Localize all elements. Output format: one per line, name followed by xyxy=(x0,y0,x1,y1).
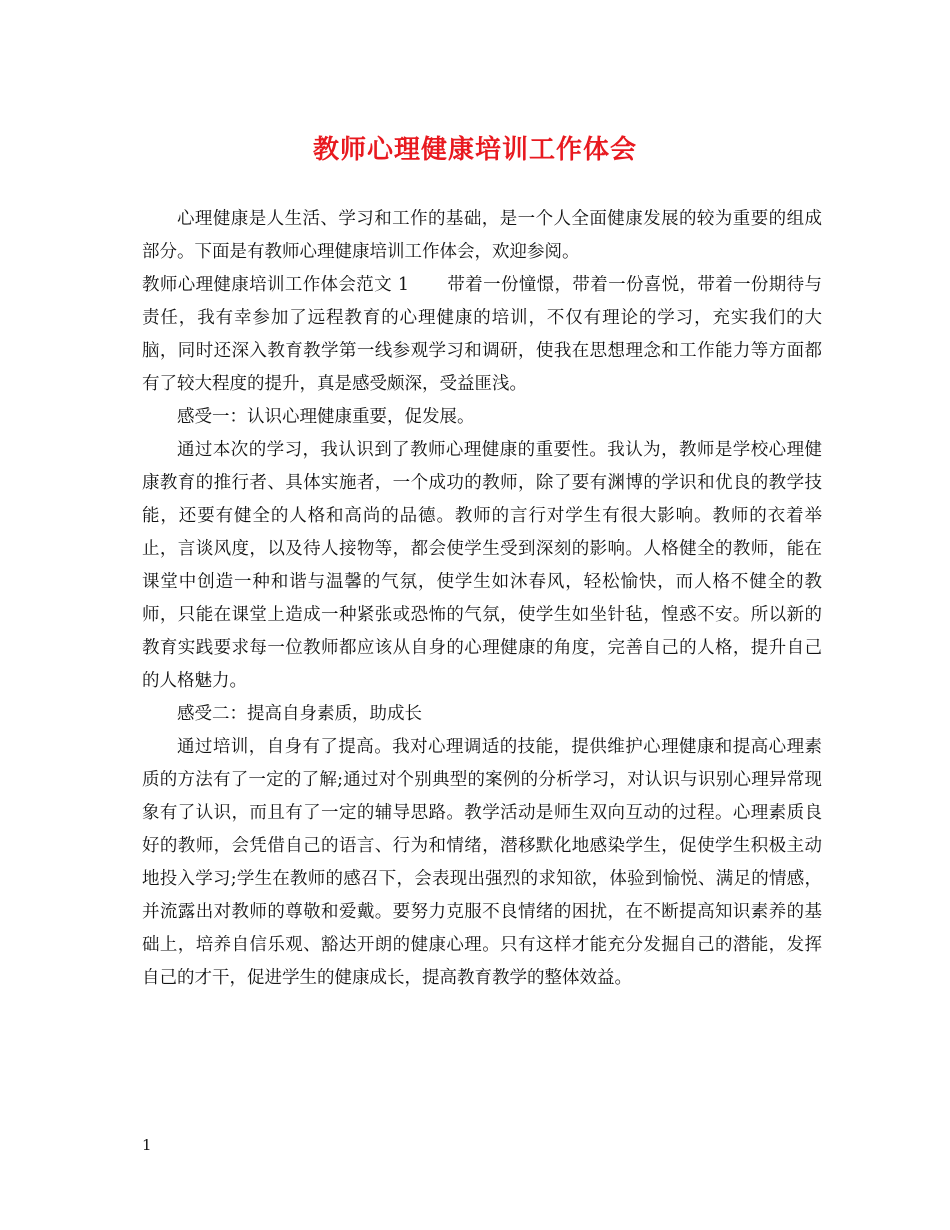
example-1-text: 带着一份憧憬，带着一份喜悦，带着一份期待与责任，我有幸参加了远程教育的心理健康的培训，不仅有理论的学习，充实我们的大脑，同时还深入教育教学第一线参观学习和调研，使我在思想理念和工作能力等方面都有了较大程度的提升，真是感受颇深，受益匪浅。 xyxy=(142,275,822,394)
page-title: 教师心理健康培训工作体会 xyxy=(312,135,637,165)
feeling-1-heading: 感受一：认识心理健康重要，促发展。 xyxy=(177,407,475,427)
feeling-2-heading: 感受二：提高自身素质，助成长 xyxy=(177,704,422,724)
page-number: 1 xyxy=(142,1136,152,1154)
feeling-1-paragraph: 通过本次的学习，我认识到了教师心理健康的重要性。我认为，教师是学校心理健康教育的推行者、具体实施者，一个成功的教师，除了要有渊博的学识和优良的教学技能，还要有健全的人格和高尚的品德。教师的言行对学生有很大影响。教师的衣着举止，言谈风度，以及待人接物等，都会使学生受到深刻的影响。人格健全的教师，能在课堂中创造一种和谐与温馨的气氛，使学生如沐春风，轻松愉快，而人格不健全的教师，只能在课堂上造成一种紧张或恐怖的气氛，使学生如坐针毡，惶惑不安。所以新的教育实践要求每一位教师都应该从自身的心理健康的角度，完善自己的人格，提升自己的人格魅力。 xyxy=(142,440,822,691)
section-heading: 教师心理健康培训工作体会范文 1 xyxy=(142,275,410,295)
feeling-2-paragraph: 通过培训，自身有了提高。我对心理调适的技能，提供维护心理健康和提高心理素质的方法有了一定的了解;通过对个别典型的案例的分析学习，对认识与识别心理异常现象有了认识，而且有了一定的辅导思路。教学活动是师生双向互动的过程。心理素质良好的教师，会凭借自己的语言、行为和情绪，潜移默化地感染学生，促使学生积极主动地投入学习;学生在教师的感召下，会表现出强烈的求知欲，体验到愉悦、满足的情感，并流露出对教师的尊敬和爱戴。要努力克服不良情绪的困扰，在不断提高知识素养的基础上，培养自信乐观、豁达开朗的健康心理。只有这样才能充分发掘自己的潜能，发挥自己的才干，促进学生的健康成长，提高教育教学的整体效益。 xyxy=(142,737,822,988)
document-body xyxy=(142,203,822,995)
intro-paragraph: 心理健康是人生活、学习和工作的基础，是一个人全面健康发展的较为重要的组成部分。下面是有教师心理健康培训工作体会，欢迎参阅。 xyxy=(142,209,822,262)
example-1-paragraph xyxy=(142,269,822,401)
